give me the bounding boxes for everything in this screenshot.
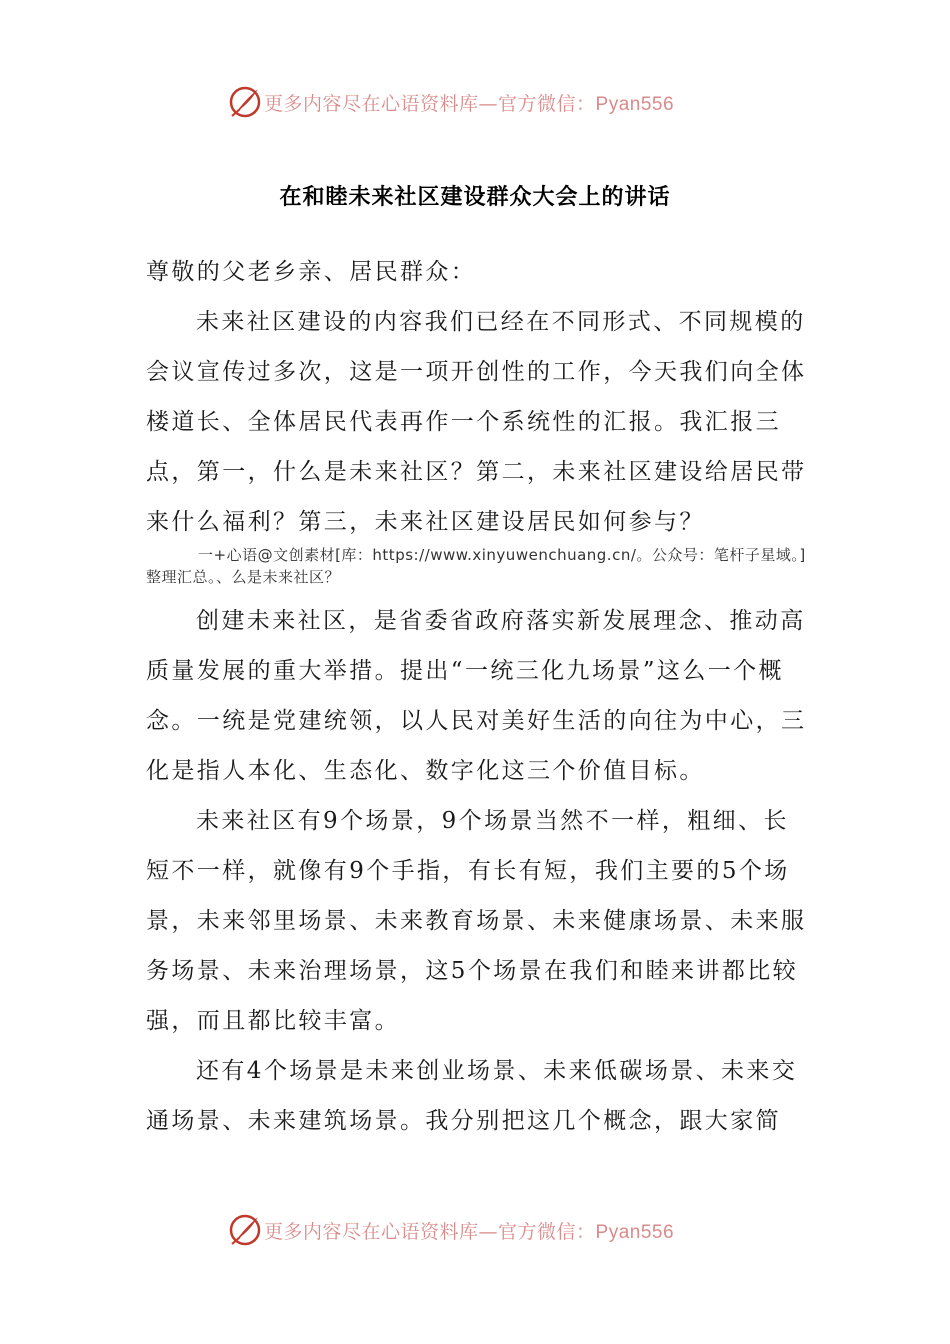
paragraph-4: 还有4个场景是未来创业场景、未来低碳场景、未来交通场景、未来建筑场景。我分别把这几个概念，跟大家简 — [146, 1058, 798, 1134]
header-banner-text: 更多内容尽在心语资料库—官方微信：Pyan556 — [264, 92, 675, 115]
salutation: 尊敬的父老乡亲、居民群众： — [146, 259, 477, 285]
quill-logo-icon — [228, 1213, 262, 1247]
paragraph-2: 创建未来社区，是省委省政府落实新发展理念、推动高质量发展的重大举措。提出“一统三化九场景”这么一个概念。一统是党建统领，以人民对美好生活的向往为中心，三化是指人本化、生态化、数字化这三个价值目标。 — [146, 608, 807, 784]
footer-banner-text: 更多内容尽在心语资料库—官方微信：Pyan556 — [264, 1220, 675, 1243]
document-title: 在和睦未来社区建设群众大会上的讲话 — [279, 185, 671, 210]
paragraph-1: 未来社区建设的内容我们已经在不同形式、不同规模的会议宣传过多次，这是一项开创性的工作，今天我们向全体楼道长、全体居民代表再作一个系统性的汇报。我汇报三点，第一，什么是未来社区？第二，未来社区建设给居民带来什么福利？第三，未来社区建设居民如何参与？ — [146, 309, 807, 535]
footer-banner[interactable] — [228, 1212, 748, 1248]
inserted-note: 一+心语@文创素材[库：https://www.xinyuwenchuang.cn/。公众号：笔杆子星域。]整理汇总。、么是未来社区？ — [146, 546, 806, 586]
header-wechat-id: Pyan556 — [595, 93, 675, 115]
paragraph-3: 未来社区有9个场景，9个场景当然不一样，粗细、长短不一样，就像有9个手指，有长有短，我们主要的5个场景，未来邻里场景、未来教育场景、未来健康场景、未来服务场景、未来治理场景，这5个场景在我们和睦来讲都比较强，而且都比较丰富。 — [146, 808, 807, 1034]
header-banner[interactable] — [228, 84, 748, 120]
quill-logo-icon — [228, 85, 262, 119]
footer-wechat-id: Pyan556 — [595, 1221, 675, 1243]
